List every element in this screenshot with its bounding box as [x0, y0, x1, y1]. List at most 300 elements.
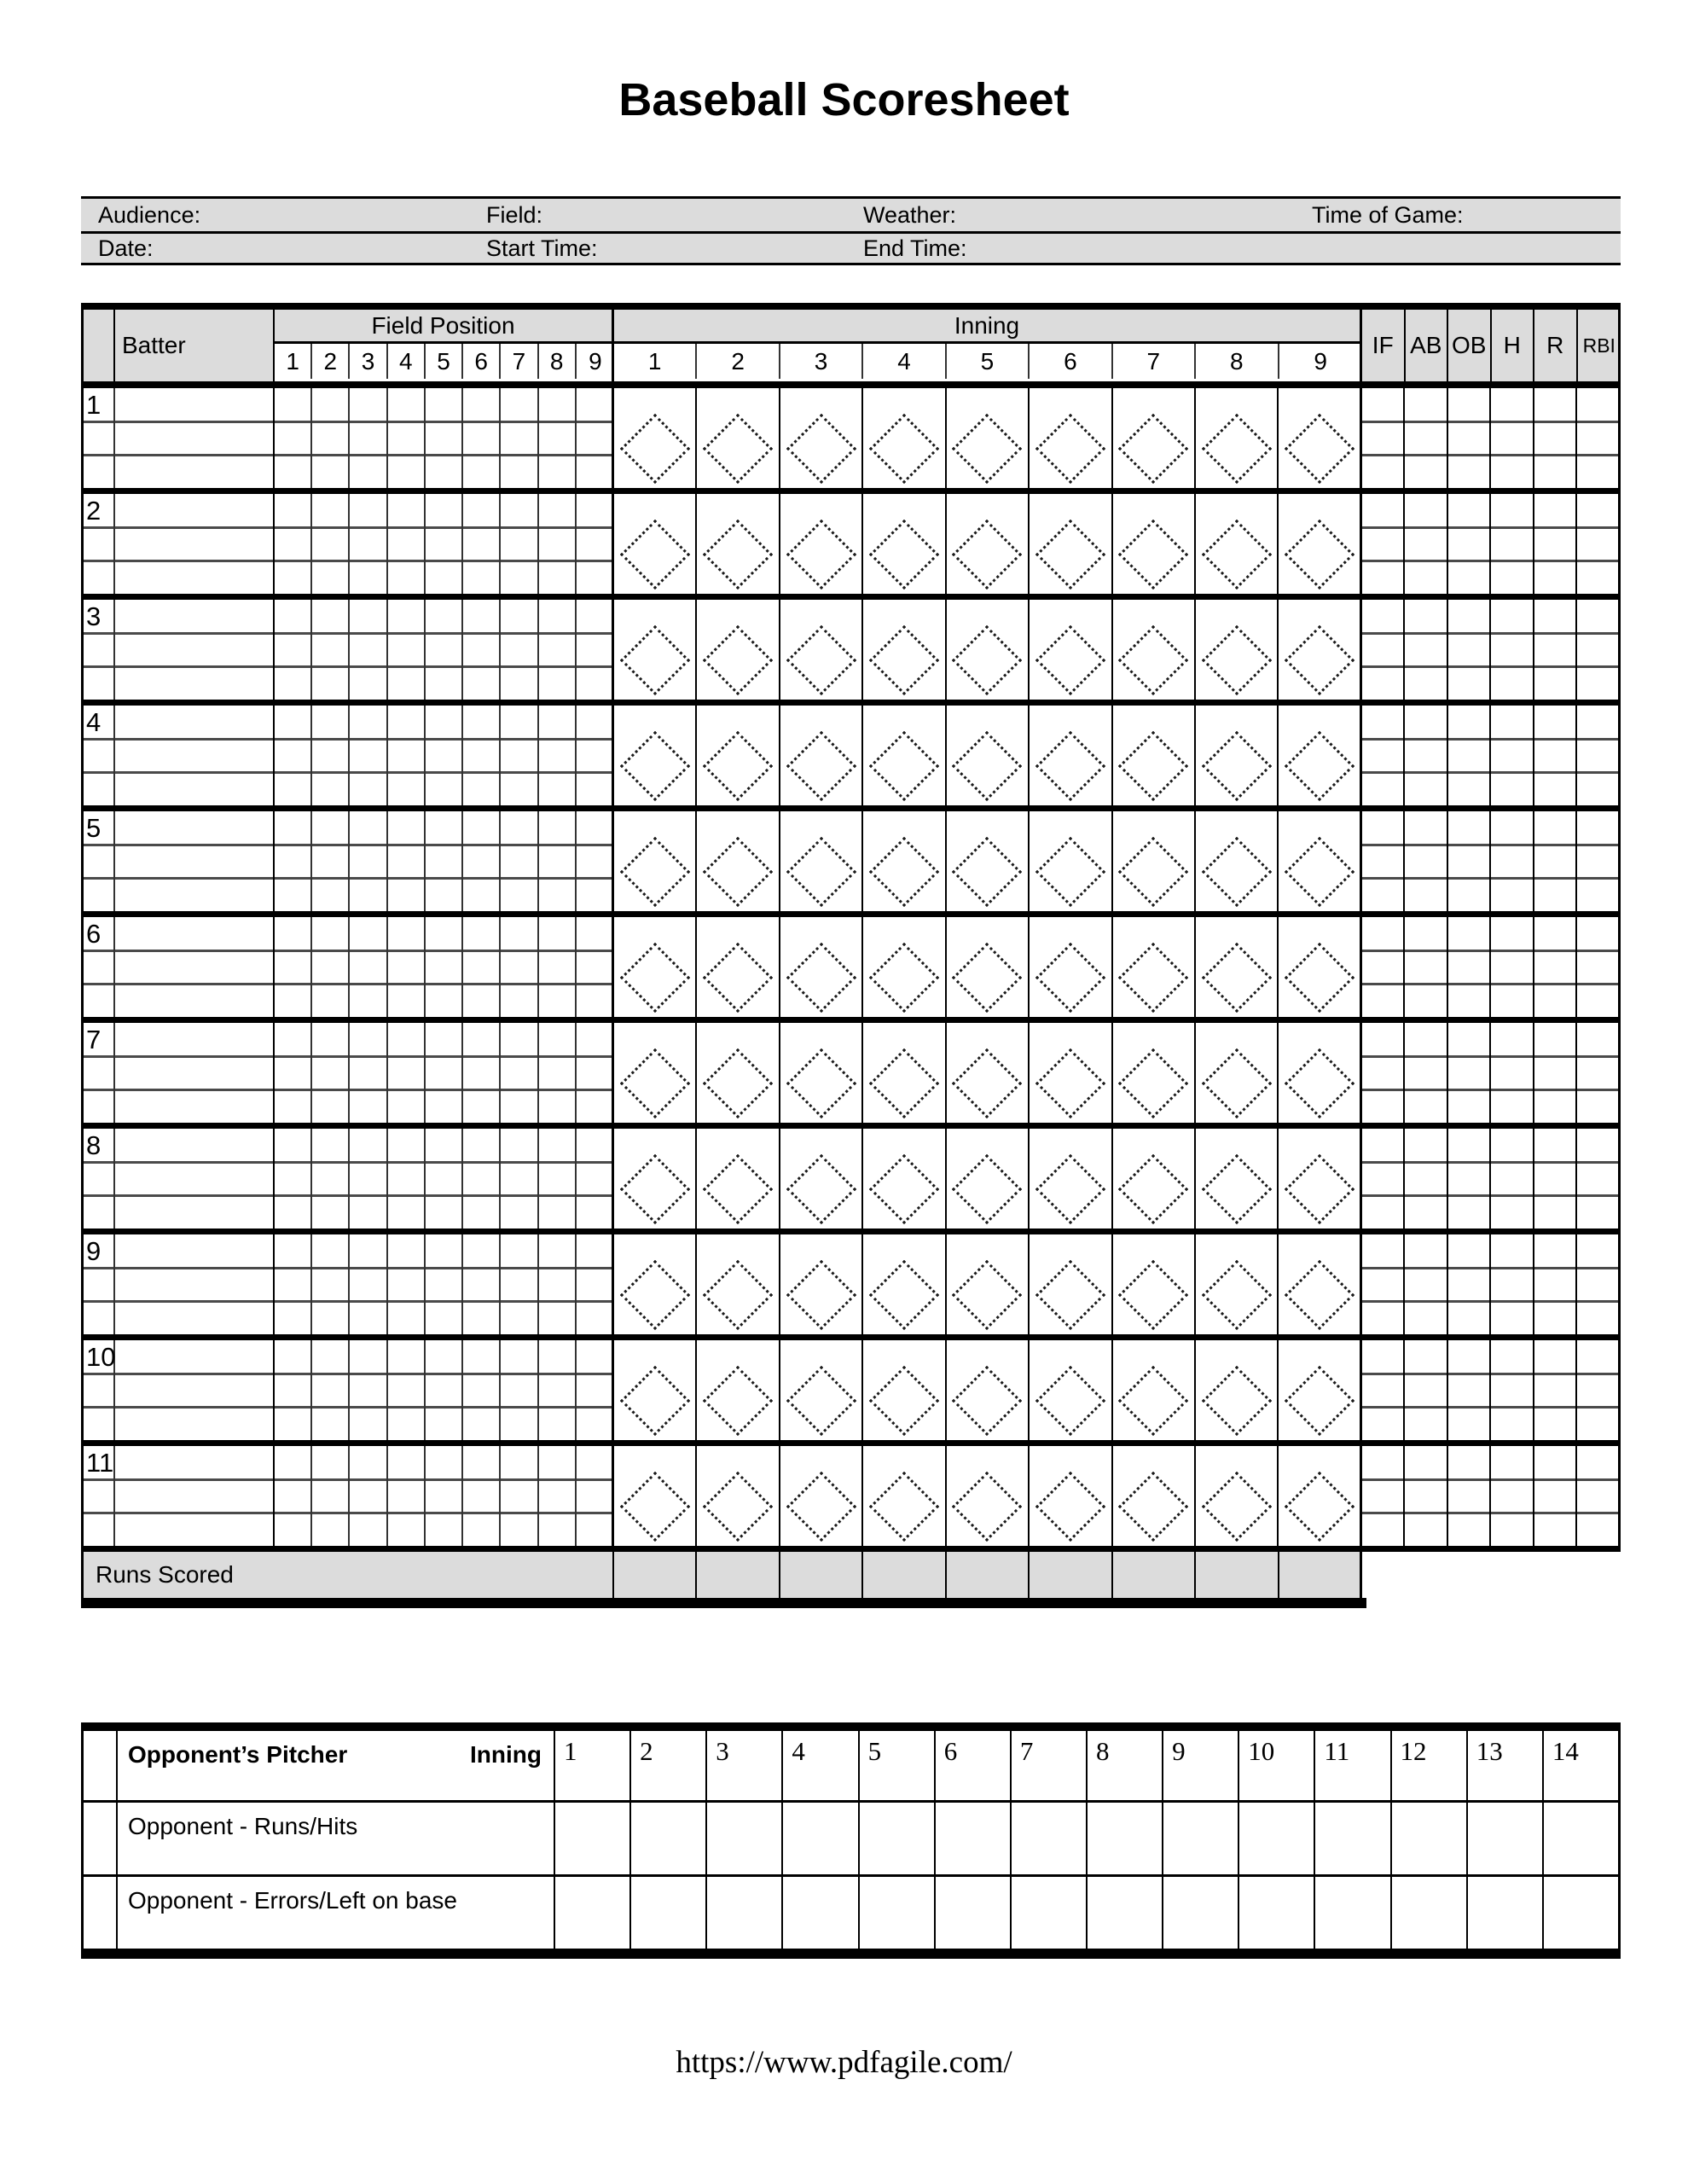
field-position-cell[interactable] — [350, 600, 387, 700]
inning-scoring-cell[interactable] — [1113, 1023, 1196, 1123]
stat-cell-h[interactable] — [1491, 1446, 1534, 1546]
stat-cell-h[interactable] — [1491, 1023, 1534, 1123]
inning-scoring-cell[interactable] — [947, 388, 1030, 488]
stat-cell-ab[interactable] — [1405, 706, 1448, 805]
field-position-cell[interactable] — [463, 1023, 501, 1123]
stat-cell-h[interactable] — [1491, 1340, 1534, 1440]
field-position-cell[interactable] — [539, 1446, 577, 1546]
stat-cell-h[interactable] — [1491, 917, 1534, 1017]
inning-scoring-cell[interactable] — [1113, 494, 1196, 594]
field-position-cell[interactable] — [501, 811, 538, 911]
field-position-cell[interactable] — [501, 1023, 538, 1123]
inning-scoring-cell[interactable] — [1279, 706, 1361, 805]
stat-cell-h[interactable] — [1491, 600, 1534, 700]
runs-scored-cell[interactable] — [947, 1552, 1030, 1598]
field-position-cell[interactable] — [426, 1340, 463, 1440]
stat-cell-if[interactable] — [1362, 388, 1406, 488]
inning-scoring-cell[interactable] — [780, 1234, 863, 1334]
inning-scoring-cell[interactable] — [614, 917, 697, 1017]
field-position-cell[interactable] — [426, 1446, 463, 1546]
inning-scoring-cell[interactable] — [863, 600, 946, 700]
field-position-cell[interactable] — [426, 388, 463, 488]
field-position-cell[interactable] — [275, 494, 312, 594]
batter-name-cell[interactable] — [115, 1129, 275, 1228]
inning-scoring-cell[interactable] — [1113, 917, 1196, 1017]
inning-scoring-cell[interactable] — [1113, 388, 1196, 488]
stat-cell-ob[interactable] — [1448, 1446, 1492, 1546]
field-position-cell[interactable] — [463, 811, 501, 911]
field-position-cell[interactable] — [350, 811, 387, 911]
stat-cell-if[interactable] — [1362, 706, 1406, 805]
stat-cell-ab[interactable] — [1405, 1234, 1448, 1334]
field-position-cell[interactable] — [426, 600, 463, 700]
inning-scoring-cell[interactable] — [947, 1129, 1030, 1228]
batter-name-cell[interactable] — [115, 1446, 275, 1546]
field-position-cell[interactable] — [388, 1446, 426, 1546]
field-position-cell[interactable] — [312, 1234, 350, 1334]
inning-scoring-cell[interactable] — [697, 811, 780, 911]
field-position-cell[interactable] — [350, 1023, 387, 1123]
opponent-inning-cell[interactable] — [783, 1803, 859, 1874]
inning-scoring-cell[interactable] — [863, 1446, 946, 1546]
inning-scoring-cell[interactable] — [697, 1234, 780, 1334]
opponent-inning-cell[interactable] — [783, 1877, 859, 1949]
inning-scoring-cell[interactable] — [1113, 1446, 1196, 1546]
inning-scoring-cell[interactable] — [697, 1129, 780, 1228]
field-position-cell[interactable] — [350, 1234, 387, 1334]
field-position-cell[interactable] — [539, 600, 577, 700]
inning-scoring-cell[interactable] — [614, 811, 697, 911]
stat-cell-r[interactable] — [1534, 494, 1578, 594]
inning-scoring-cell[interactable] — [947, 917, 1030, 1017]
inning-scoring-cell[interactable] — [1113, 600, 1196, 700]
field-position-cell[interactable] — [539, 811, 577, 911]
stat-cell-r[interactable] — [1534, 917, 1578, 1017]
field-position-cell[interactable] — [312, 1023, 350, 1123]
stat-cell-if[interactable] — [1362, 917, 1406, 1017]
inning-scoring-cell[interactable] — [697, 1023, 780, 1123]
field-position-cell[interactable] — [539, 1129, 577, 1228]
stat-cell-rbi[interactable] — [1577, 917, 1621, 1017]
inning-scoring-cell[interactable] — [780, 494, 863, 594]
inning-scoring-cell[interactable] — [1113, 1340, 1196, 1440]
inning-scoring-cell[interactable] — [1196, 917, 1279, 1017]
inning-scoring-cell[interactable] — [614, 1340, 697, 1440]
inning-scoring-cell[interactable] — [614, 1446, 697, 1546]
inning-scoring-cell[interactable] — [863, 917, 946, 1017]
inning-scoring-cell[interactable] — [1279, 494, 1361, 594]
field-position-cell[interactable] — [312, 1129, 350, 1228]
inning-scoring-cell[interactable] — [780, 1340, 863, 1440]
field-position-cell[interactable] — [539, 388, 577, 488]
runs-scored-cell[interactable] — [863, 1552, 946, 1598]
inning-scoring-cell[interactable] — [863, 494, 946, 594]
inning-scoring-cell[interactable] — [947, 1446, 1030, 1546]
opponent-inning-cell[interactable] — [860, 1877, 936, 1949]
inning-scoring-cell[interactable] — [1196, 1446, 1279, 1546]
batter-name-cell[interactable] — [115, 1023, 275, 1123]
inning-scoring-cell[interactable] — [1030, 917, 1112, 1017]
inning-scoring-cell[interactable] — [614, 494, 697, 594]
field-position-cell[interactable] — [312, 811, 350, 911]
field-position-cell[interactable] — [388, 388, 426, 488]
field-position-cell[interactable] — [350, 917, 387, 1017]
inning-scoring-cell[interactable] — [1279, 1340, 1361, 1440]
opponent-inning-cell[interactable] — [860, 1803, 936, 1874]
field-position-cell[interactable] — [463, 1446, 501, 1546]
field-position-cell[interactable] — [275, 706, 312, 805]
inning-scoring-cell[interactable] — [1030, 706, 1112, 805]
stat-cell-ob[interactable] — [1448, 1340, 1492, 1440]
stat-cell-ab[interactable] — [1405, 1129, 1448, 1228]
inning-scoring-cell[interactable] — [947, 494, 1030, 594]
field-position-cell[interactable] — [275, 1234, 312, 1334]
field-position-cell[interactable] — [388, 1234, 426, 1334]
stat-cell-ob[interactable] — [1448, 811, 1492, 911]
stat-cell-ab[interactable] — [1405, 811, 1448, 911]
inning-scoring-cell[interactable] — [1030, 388, 1112, 488]
field-position-cell[interactable] — [312, 494, 350, 594]
field-position-cell[interactable] — [426, 1129, 463, 1228]
stat-cell-r[interactable] — [1534, 1234, 1578, 1334]
inning-scoring-cell[interactable] — [780, 811, 863, 911]
stat-cell-h[interactable] — [1491, 494, 1534, 594]
field-position-cell[interactable] — [426, 917, 463, 1017]
field-position-cell[interactable] — [501, 600, 538, 700]
opponent-inning-cell[interactable] — [1315, 1803, 1391, 1874]
stat-cell-rbi[interactable] — [1577, 1446, 1621, 1546]
stat-cell-ob[interactable] — [1448, 1023, 1492, 1123]
field-position-cell[interactable] — [577, 388, 614, 488]
field-position-cell[interactable] — [539, 1234, 577, 1334]
stat-cell-r[interactable] — [1534, 1446, 1578, 1546]
stat-cell-ob[interactable] — [1448, 600, 1492, 700]
field-position-cell[interactable] — [388, 917, 426, 1017]
stat-cell-rbi[interactable] — [1577, 1234, 1621, 1334]
inning-scoring-cell[interactable] — [1113, 1234, 1196, 1334]
inning-scoring-cell[interactable] — [863, 706, 946, 805]
field-position-cell[interactable] — [463, 1234, 501, 1334]
field-position-cell[interactable] — [577, 811, 614, 911]
field-position-cell[interactable] — [539, 1023, 577, 1123]
inning-scoring-cell[interactable] — [1279, 1234, 1361, 1334]
inning-scoring-cell[interactable] — [947, 1023, 1030, 1123]
inning-scoring-cell[interactable] — [697, 706, 780, 805]
field-position-cell[interactable] — [577, 1340, 614, 1440]
runs-scored-cell[interactable] — [614, 1552, 697, 1598]
runs-scored-cell[interactable] — [697, 1552, 780, 1598]
field-position-cell[interactable] — [312, 706, 350, 805]
field-position-cell[interactable] — [501, 1234, 538, 1334]
opponent-inning-cell[interactable] — [1163, 1877, 1239, 1949]
inning-scoring-cell[interactable] — [1196, 1340, 1279, 1440]
stat-cell-r[interactable] — [1534, 811, 1578, 911]
field-position-cell[interactable] — [350, 1129, 387, 1228]
inning-scoring-cell[interactable] — [614, 600, 697, 700]
inning-scoring-cell[interactable] — [1279, 917, 1361, 1017]
opponent-inning-cell[interactable] — [1088, 1877, 1163, 1949]
inning-scoring-cell[interactable] — [1196, 388, 1279, 488]
stat-cell-rbi[interactable] — [1577, 494, 1621, 594]
inning-scoring-cell[interactable] — [1030, 494, 1112, 594]
stat-cell-ob[interactable] — [1448, 917, 1492, 1017]
inning-scoring-cell[interactable] — [697, 494, 780, 594]
inning-scoring-cell[interactable] — [863, 1129, 946, 1228]
stat-cell-h[interactable] — [1491, 1129, 1534, 1228]
field-position-cell[interactable] — [539, 706, 577, 805]
opponent-inning-cell[interactable] — [1544, 1877, 1618, 1949]
opponent-inning-cell[interactable] — [1544, 1803, 1618, 1874]
field-position-cell[interactable] — [426, 1023, 463, 1123]
field-position-cell[interactable] — [275, 1340, 312, 1440]
opponent-inning-cell[interactable] — [555, 1803, 631, 1874]
opponent-inning-cell[interactable] — [707, 1877, 783, 1949]
inning-scoring-cell[interactable] — [1030, 600, 1112, 700]
inning-scoring-cell[interactable] — [1279, 388, 1361, 488]
inning-scoring-cell[interactable] — [1279, 1023, 1361, 1123]
opponent-inning-cell[interactable] — [555, 1877, 631, 1949]
inning-scoring-cell[interactable] — [947, 706, 1030, 805]
inning-scoring-cell[interactable] — [1279, 600, 1361, 700]
stat-cell-if[interactable] — [1362, 1340, 1406, 1440]
field-position-cell[interactable] — [312, 917, 350, 1017]
field-position-cell[interactable] — [501, 494, 538, 594]
field-position-cell[interactable] — [539, 1340, 577, 1440]
field-position-cell[interactable] — [577, 1446, 614, 1546]
batter-name-cell[interactable] — [115, 494, 275, 594]
stat-cell-ab[interactable] — [1405, 494, 1448, 594]
field-position-cell[interactable] — [275, 1023, 312, 1123]
opponent-inning-cell[interactable] — [1088, 1803, 1163, 1874]
inning-scoring-cell[interactable] — [1196, 600, 1279, 700]
inning-scoring-cell[interactable] — [697, 600, 780, 700]
stat-cell-rbi[interactable] — [1577, 1129, 1621, 1228]
stat-cell-r[interactable] — [1534, 1340, 1578, 1440]
field-position-cell[interactable] — [275, 1446, 312, 1546]
runs-scored-cell[interactable] — [1196, 1552, 1279, 1598]
opponent-inning-cell[interactable] — [1239, 1877, 1315, 1949]
opponent-inning-cell[interactable] — [1012, 1877, 1088, 1949]
field-position-cell[interactable] — [577, 1129, 614, 1228]
field-position-cell[interactable] — [501, 706, 538, 805]
inning-scoring-cell[interactable] — [863, 811, 946, 911]
field-position-cell[interactable] — [426, 494, 463, 594]
field-position-cell[interactable] — [275, 1129, 312, 1228]
batter-name-cell[interactable] — [115, 600, 275, 700]
field-position-cell[interactable] — [312, 600, 350, 700]
inning-scoring-cell[interactable] — [1030, 1023, 1112, 1123]
inning-scoring-cell[interactable] — [1030, 1340, 1112, 1440]
stat-cell-ob[interactable] — [1448, 706, 1492, 805]
field-position-cell[interactable] — [463, 494, 501, 594]
inning-scoring-cell[interactable] — [1030, 811, 1112, 911]
stat-cell-h[interactable] — [1491, 811, 1534, 911]
field-position-cell[interactable] — [577, 494, 614, 594]
inning-scoring-cell[interactable] — [780, 1129, 863, 1228]
inning-scoring-cell[interactable] — [1196, 494, 1279, 594]
inning-scoring-cell[interactable] — [614, 1129, 697, 1228]
stat-cell-ob[interactable] — [1448, 1129, 1492, 1228]
opponent-inning-cell[interactable] — [1392, 1877, 1468, 1949]
field-position-cell[interactable] — [350, 1340, 387, 1440]
inning-scoring-cell[interactable] — [780, 388, 863, 488]
inning-scoring-cell[interactable] — [1279, 1446, 1361, 1546]
stat-cell-if[interactable] — [1362, 600, 1406, 700]
inning-scoring-cell[interactable] — [947, 811, 1030, 911]
field-position-cell[interactable] — [312, 1446, 350, 1546]
stat-cell-r[interactable] — [1534, 706, 1578, 805]
stat-cell-rbi[interactable] — [1577, 1023, 1621, 1123]
stat-cell-r[interactable] — [1534, 388, 1578, 488]
opponent-inning-cell[interactable] — [1392, 1803, 1468, 1874]
field-position-cell[interactable] — [388, 1023, 426, 1123]
field-position-cell[interactable] — [388, 1129, 426, 1228]
inning-scoring-cell[interactable] — [863, 388, 946, 488]
inning-scoring-cell[interactable] — [614, 1234, 697, 1334]
field-position-cell[interactable] — [539, 917, 577, 1017]
inning-scoring-cell[interactable] — [1030, 1129, 1112, 1228]
field-position-cell[interactable] — [388, 1340, 426, 1440]
opponent-inning-cell[interactable] — [631, 1877, 707, 1949]
batter-name-cell[interactable] — [115, 388, 275, 488]
inning-scoring-cell[interactable] — [697, 917, 780, 1017]
stat-cell-if[interactable] — [1362, 494, 1406, 594]
runs-scored-cell[interactable] — [1279, 1552, 1362, 1598]
field-position-cell[interactable] — [463, 388, 501, 488]
inning-scoring-cell[interactable] — [1113, 1129, 1196, 1228]
field-position-cell[interactable] — [463, 1129, 501, 1228]
field-position-cell[interactable] — [577, 600, 614, 700]
field-position-cell[interactable] — [463, 706, 501, 805]
inning-scoring-cell[interactable] — [947, 600, 1030, 700]
inning-scoring-cell[interactable] — [1113, 706, 1196, 805]
inning-scoring-cell[interactable] — [780, 600, 863, 700]
inning-scoring-cell[interactable] — [614, 706, 697, 805]
stat-cell-r[interactable] — [1534, 1023, 1578, 1123]
inning-scoring-cell[interactable] — [863, 1340, 946, 1440]
inning-scoring-cell[interactable] — [780, 706, 863, 805]
batter-name-cell[interactable] — [115, 706, 275, 805]
inning-scoring-cell[interactable] — [1279, 811, 1361, 911]
inning-scoring-cell[interactable] — [947, 1234, 1030, 1334]
inning-scoring-cell[interactable] — [1279, 1129, 1361, 1228]
stat-cell-r[interactable] — [1534, 1129, 1578, 1228]
opponent-inning-cell[interactable] — [1468, 1803, 1544, 1874]
batter-name-cell[interactable] — [115, 917, 275, 1017]
field-position-cell[interactable] — [463, 600, 501, 700]
stat-cell-h[interactable] — [1491, 706, 1534, 805]
stat-cell-if[interactable] — [1362, 811, 1406, 911]
inning-scoring-cell[interactable] — [1030, 1234, 1112, 1334]
inning-scoring-cell[interactable] — [697, 1446, 780, 1546]
field-position-cell[interactable] — [426, 811, 463, 911]
inning-scoring-cell[interactable] — [1113, 811, 1196, 911]
field-position-cell[interactable] — [539, 494, 577, 594]
field-position-cell[interactable] — [350, 706, 387, 805]
stat-cell-ab[interactable] — [1405, 1340, 1448, 1440]
inning-scoring-cell[interactable] — [1196, 1023, 1279, 1123]
field-position-cell[interactable] — [577, 1234, 614, 1334]
stat-cell-rbi[interactable] — [1577, 811, 1621, 911]
inning-scoring-cell[interactable] — [697, 388, 780, 488]
field-position-cell[interactable] — [388, 811, 426, 911]
inning-scoring-cell[interactable] — [1196, 811, 1279, 911]
field-position-cell[interactable] — [312, 1340, 350, 1440]
field-position-cell[interactable] — [501, 1340, 538, 1440]
inning-scoring-cell[interactable] — [697, 1340, 780, 1440]
field-position-cell[interactable] — [275, 388, 312, 488]
inning-scoring-cell[interactable] — [1030, 1446, 1112, 1546]
inning-scoring-cell[interactable] — [947, 1340, 1030, 1440]
opponent-inning-cell[interactable] — [1012, 1803, 1088, 1874]
field-position-cell[interactable] — [275, 600, 312, 700]
field-position-cell[interactable] — [312, 388, 350, 488]
runs-scored-cell[interactable] — [1113, 1552, 1196, 1598]
stat-cell-h[interactable] — [1491, 388, 1534, 488]
stat-cell-h[interactable] — [1491, 1234, 1534, 1334]
field-position-cell[interactable] — [501, 1129, 538, 1228]
field-position-cell[interactable] — [463, 917, 501, 1017]
inning-scoring-cell[interactable] — [780, 917, 863, 1017]
inning-scoring-cell[interactable] — [780, 1446, 863, 1546]
stat-cell-if[interactable] — [1362, 1023, 1406, 1123]
stat-cell-ab[interactable] — [1405, 1023, 1448, 1123]
stat-cell-rbi[interactable] — [1577, 600, 1621, 700]
opponent-inning-cell[interactable] — [631, 1803, 707, 1874]
opponent-inning-cell[interactable] — [936, 1803, 1012, 1874]
inning-scoring-cell[interactable] — [780, 1023, 863, 1123]
inning-scoring-cell[interactable] — [863, 1234, 946, 1334]
stat-cell-rbi[interactable] — [1577, 1340, 1621, 1440]
stat-cell-ab[interactable] — [1405, 600, 1448, 700]
field-position-cell[interactable] — [577, 706, 614, 805]
inning-scoring-cell[interactable] — [1196, 1129, 1279, 1228]
opponent-inning-cell[interactable] — [1239, 1803, 1315, 1874]
field-position-cell[interactable] — [501, 1446, 538, 1546]
opponent-inning-cell[interactable] — [936, 1877, 1012, 1949]
batter-name-cell[interactable] — [115, 811, 275, 911]
field-position-cell[interactable] — [577, 1023, 614, 1123]
field-position-cell[interactable] — [577, 917, 614, 1017]
stat-cell-if[interactable] — [1362, 1129, 1406, 1228]
field-position-cell[interactable] — [350, 388, 387, 488]
inning-scoring-cell[interactable] — [1196, 1234, 1279, 1334]
field-position-cell[interactable] — [426, 1234, 463, 1334]
stat-cell-ab[interactable] — [1405, 1446, 1448, 1546]
field-position-cell[interactable] — [501, 917, 538, 1017]
field-position-cell[interactable] — [463, 1340, 501, 1440]
stat-cell-if[interactable] — [1362, 1234, 1406, 1334]
stat-cell-ab[interactable] — [1405, 388, 1448, 488]
opponent-inning-cell[interactable] — [1163, 1803, 1239, 1874]
inning-scoring-cell[interactable] — [614, 388, 697, 488]
stat-cell-rbi[interactable] — [1577, 388, 1621, 488]
field-position-cell[interactable] — [388, 706, 426, 805]
runs-scored-cell[interactable] — [1030, 1552, 1112, 1598]
batter-name-cell[interactable] — [115, 1340, 275, 1440]
opponent-inning-cell[interactable] — [707, 1803, 783, 1874]
field-position-cell[interactable] — [426, 706, 463, 805]
opponent-inning-cell[interactable] — [1468, 1877, 1544, 1949]
inning-scoring-cell[interactable] — [1196, 706, 1279, 805]
stat-cell-ob[interactable] — [1448, 494, 1492, 594]
inning-scoring-cell[interactable] — [863, 1023, 946, 1123]
stat-cell-rbi[interactable] — [1577, 706, 1621, 805]
stat-cell-if[interactable] — [1362, 1446, 1406, 1546]
stat-cell-ab[interactable] — [1405, 917, 1448, 1017]
batter-name-cell[interactable] — [115, 1234, 275, 1334]
inning-scoring-cell[interactable] — [614, 1023, 697, 1123]
